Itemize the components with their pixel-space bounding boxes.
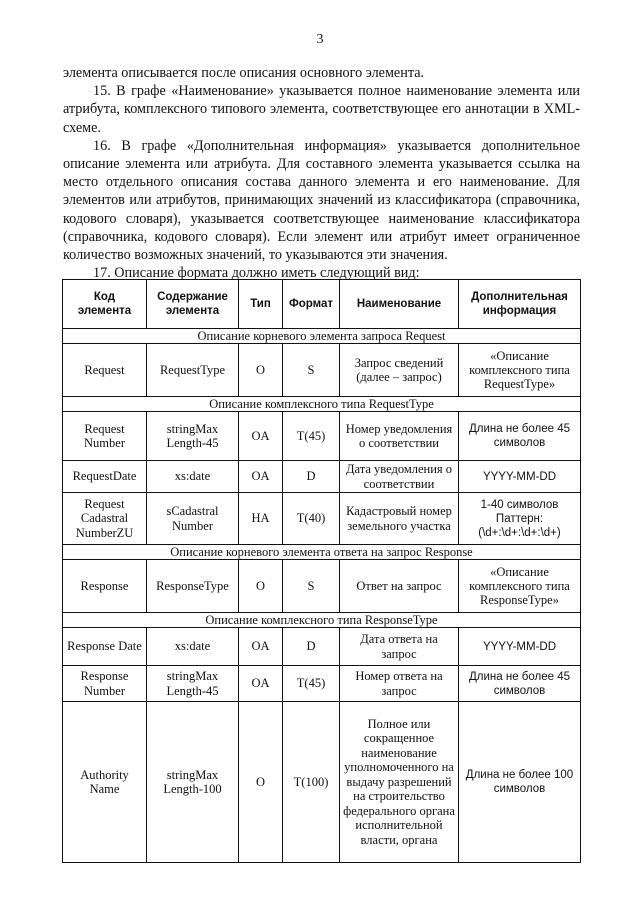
cell-format: T(40) [283, 493, 340, 545]
paragraph-16: 16. В графе «Дополнительная информация» указывается дополнительное описание элемента или атрибута. Для составного элемента указывается ссылка на место отдельного описания состава данного элемента и его наименование. Для элементов или атрибутов, принимающих значений из классификатора (справочника, кодового словаря), указывается соответствующее наименование классификатора (справочника, кодового словаря). Если элемент или атрибут имеет ограниченное количество возможных значений, то указываются эти значения. [63, 137, 580, 264]
paragraph-continuation: элемента описывается после описания основного элемента. [63, 65, 425, 81]
section-row [63, 545, 581, 560]
cell-code: Authority Name [63, 702, 147, 863]
table-row [63, 666, 581, 702]
cell-content: stringMax Length-45 [147, 666, 239, 702]
table-header-row [63, 280, 581, 329]
cell-content: sCadastral Number [147, 493, 239, 545]
header-name: Наименование [340, 280, 459, 329]
cell-format: T(100) [283, 702, 340, 863]
section-title: Описание корневого элемента запроса Request [63, 329, 581, 344]
cell-code: RequestDate [63, 461, 147, 493]
cell-type: OA [239, 628, 283, 666]
section-title: Описание комплексного типа RequestType [63, 397, 581, 412]
cell-info: YYYY-MM-DD [459, 461, 581, 493]
header-info: Дополнительная информация [459, 280, 581, 329]
cell-info: 1-40 символов Паттерн: (\d+:\d+:\d+:\d+) [459, 493, 581, 545]
cell-format: S [283, 344, 340, 397]
cell-name: Полное или сокращенное наименование уполномоченного на выдачу разрешений на строительство федерального органа исполнительной власти, органа [340, 702, 459, 863]
cell-name: Ответ на запрос [340, 560, 459, 613]
cell-content: xs:date [147, 461, 239, 493]
cell-name: Дата ответа на запрос [340, 628, 459, 666]
section-row [63, 397, 581, 412]
cell-info: «Описание комплексного типа RequestType» [459, 344, 581, 397]
cell-content: stringMax Length-100 [147, 702, 239, 863]
table-row [63, 493, 581, 545]
cell-code: Request Cadastral NumberZU [63, 493, 147, 545]
cell-info: «Описание комплексного типа ResponseType» [459, 560, 581, 613]
cell-content: RequestType [147, 344, 239, 397]
cell-type: O [239, 344, 283, 397]
header-format: Формат [283, 280, 340, 329]
cell-content: stringMax Length-45 [147, 412, 239, 461]
cell-name: Номер ответа на запрос [340, 666, 459, 702]
cell-format: T(45) [283, 412, 340, 461]
cell-name: Номер уведомления о соответствии [340, 412, 459, 461]
table-row [63, 702, 581, 863]
cell-info: YYYY-MM-DD [459, 628, 581, 666]
table-row [63, 412, 581, 461]
cell-type: HA [239, 493, 283, 545]
cell-code: Request [63, 344, 147, 397]
paragraph-17: 17. Описание формата должно иметь следующий вид: [93, 265, 420, 282]
section-row [63, 329, 581, 344]
cell-name: Дата уведомления о соответствии [340, 461, 459, 493]
table-row [63, 344, 581, 397]
table-row [63, 461, 581, 493]
page-number: 3 [316, 32, 324, 47]
cell-name: Запрос сведений (далее – запрос) [340, 344, 459, 397]
cell-code: Response Date [63, 628, 147, 666]
cell-format: D [283, 628, 340, 666]
cell-info: Длина не более 45 символов [459, 666, 581, 702]
cell-type: OA [239, 412, 283, 461]
cell-info: Длина не более 45 символов [459, 412, 581, 461]
cell-format: D [283, 461, 340, 493]
cell-code: Request Number [63, 412, 147, 461]
cell-type: O [239, 560, 283, 613]
header-type: Тип [239, 280, 283, 329]
cell-format: S [283, 560, 340, 613]
cell-info: Длина не более 100 символов [459, 702, 581, 863]
section-row [63, 613, 581, 628]
cell-format: T(45) [283, 666, 340, 702]
cell-content: ResponseType [147, 560, 239, 613]
cell-type: OA [239, 461, 283, 493]
format-table [62, 279, 581, 863]
cell-type: O [239, 702, 283, 863]
header-content: Содержание элемента [147, 280, 239, 329]
cell-name: Кадастровый номер земельного участка [340, 493, 459, 545]
section-title: Описание комплексного типа ResponseType [63, 613, 581, 628]
cell-code: Response [63, 560, 147, 613]
table-row [63, 560, 581, 613]
table-row [63, 628, 581, 666]
body-text [63, 64, 580, 282]
cell-type: OA [239, 666, 283, 702]
cell-content: xs:date [147, 628, 239, 666]
paragraph-15: 15. В графе «Наименование» указывается полное наименование элемента или атрибута, комплексного типового элемента, соответствующее его аннотации в XML-схеме. [63, 83, 580, 136]
section-title: Описание корневого элемента ответа на запрос Response [63, 545, 581, 560]
cell-code: Response Number [63, 666, 147, 702]
header-code: Код элемента [63, 280, 147, 329]
